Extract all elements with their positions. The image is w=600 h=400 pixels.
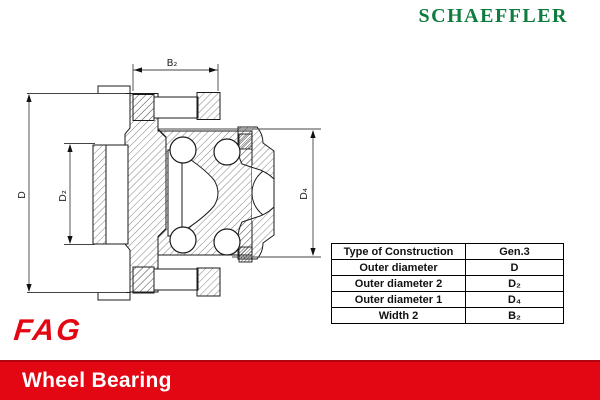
- wheel-bearing-cross-section-drawing: [0, 50, 340, 310]
- spec-label-cell: Outer diameter 2: [332, 276, 466, 292]
- spec-table: [331, 243, 564, 324]
- product-title: Wheel Bearing: [22, 369, 172, 392]
- dim-label-d4: D₄: [299, 188, 310, 200]
- wheel-pilot: [93, 145, 128, 244]
- table-row: [332, 276, 564, 292]
- spec-value-cell: B₂: [466, 308, 564, 324]
- dimension-b2: [133, 58, 218, 91]
- spec-value-cell: D₄: [466, 292, 564, 308]
- spec-label-cell: Type of Construction: [332, 244, 466, 260]
- dim-label-d: D: [17, 191, 28, 199]
- spec-value-cell: Gen.3: [466, 244, 564, 260]
- spec-label-cell: Outer diameter 1: [332, 292, 466, 308]
- spec-label-cell: Width 2: [332, 308, 466, 324]
- table-row: [332, 260, 564, 276]
- footer-bar: [0, 360, 600, 400]
- spec-value-cell: D: [466, 260, 564, 276]
- table-row: [332, 244, 564, 260]
- fag-logo: FAG: [12, 314, 84, 347]
- dim-label-d2: D₂: [58, 190, 69, 202]
- schaeffler-logo: SCHAEFFLER: [418, 5, 568, 27]
- dim-label-b2: B₂: [166, 58, 178, 69]
- table-row: [332, 308, 564, 324]
- table-row: [332, 292, 564, 308]
- dimension-d2: [58, 144, 95, 245]
- spec-label-cell: Outer diameter: [332, 260, 466, 276]
- spec-value-cell: D₂: [466, 276, 564, 292]
